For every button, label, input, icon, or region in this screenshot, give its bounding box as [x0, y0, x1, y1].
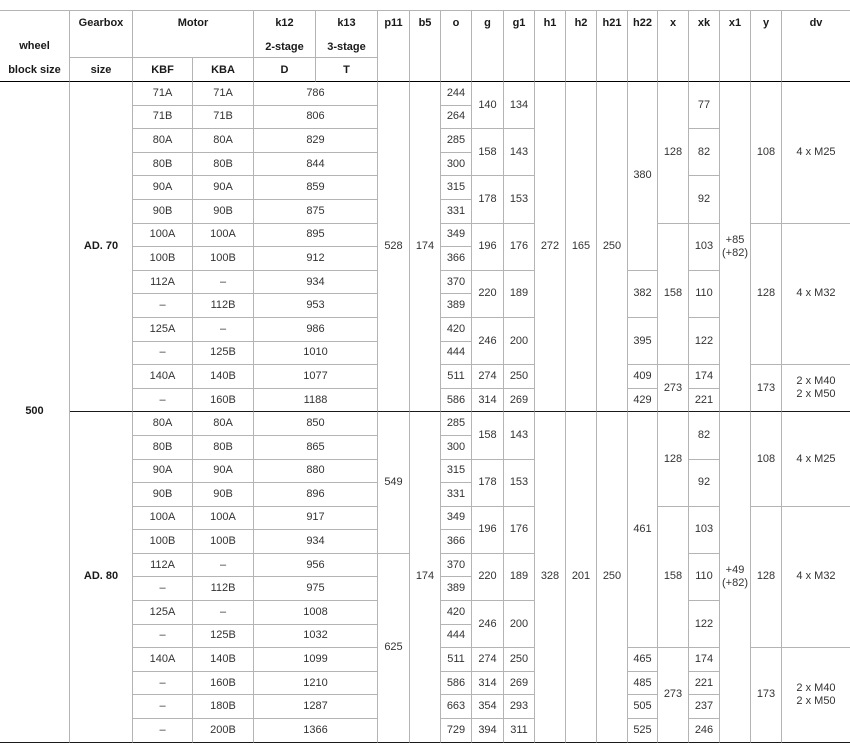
header-h1-label: h1	[543, 17, 557, 29]
cell-k12-k13: 1008	[254, 601, 378, 625]
cell-k12-k13: 912	[254, 247, 378, 271]
cell-kba: 100B	[193, 530, 254, 554]
header-dv-label: dv	[809, 17, 823, 29]
cell-g: 354	[472, 695, 504, 719]
header-xk-label: xk	[697, 17, 711, 29]
cell-g1: 143	[504, 412, 535, 459]
cell-o: 586	[441, 389, 472, 413]
gearbox-size-cell: AD. 70	[70, 82, 133, 412]
cell-k12-k13: 896	[254, 483, 378, 507]
cell-k12-k13: 875	[254, 200, 378, 224]
header-k13	[316, 10, 378, 58]
cell-o: 389	[441, 294, 472, 318]
cell-k12-k13: 1188	[254, 389, 378, 413]
cell-h1: 328	[535, 412, 566, 742]
cell-kbf: 125A	[133, 601, 193, 625]
cell-dv: 2 x M40 2 x M50	[782, 365, 850, 412]
cell-xk: 77	[689, 82, 720, 129]
header-kbf	[133, 58, 193, 82]
cell-xk: 122	[689, 601, 720, 648]
cell-h22: 461	[628, 412, 658, 648]
cell-g: 158	[472, 129, 504, 176]
cell-kba: 140B	[193, 648, 254, 672]
header-xk	[689, 10, 720, 82]
cell-kba: 71A	[193, 82, 254, 106]
cell-xk: 221	[689, 389, 720, 413]
cell-xk: 246	[689, 719, 720, 743]
cell-dv: 2 x M40 2 x M50	[782, 648, 850, 742]
cell-dv: 4 x M25	[782, 82, 850, 224]
cell-g1: 293	[504, 695, 535, 719]
cell-o: 366	[441, 247, 472, 271]
cell-k12-k13: 975	[254, 577, 378, 601]
cell-xk: 174	[689, 648, 720, 672]
header-h22-label: h22	[633, 17, 652, 29]
cell-x1: +49 (+82)	[720, 412, 751, 742]
cell-y: 173	[751, 648, 782, 742]
header-k13-label: k13	[337, 17, 356, 29]
cell-k12-k13: 1032	[254, 625, 378, 649]
header-gearbox-label: Gearbox	[78, 17, 124, 29]
header-motor	[133, 10, 254, 58]
cell-o: 349	[441, 507, 472, 531]
cell-kbf: 71A	[133, 82, 193, 106]
cell-dv: 4 x M32	[782, 507, 850, 649]
cell-xk: 92	[689, 460, 720, 507]
cell-h22: 380	[628, 82, 658, 271]
cell-p11: 625	[378, 554, 410, 743]
cell-g: 196	[472, 507, 504, 554]
cell-o: 331	[441, 483, 472, 507]
cell-xk: 110	[689, 554, 720, 601]
cell-g: 246	[472, 601, 504, 648]
cell-o: 420	[441, 318, 472, 342]
cell-o: 349	[441, 224, 472, 248]
cell-g: 220	[472, 554, 504, 601]
cell-kba: –	[193, 271, 254, 295]
cell-k12-k13: 859	[254, 176, 378, 200]
header-p11-label: p11	[384, 17, 403, 29]
cell-g1: 134	[504, 82, 535, 129]
cell-h22: 485	[628, 672, 658, 696]
cell-o: 444	[441, 625, 472, 649]
cell-o: 511	[441, 365, 472, 389]
cell-kba: –	[193, 601, 254, 625]
cell-p11: 549	[378, 412, 410, 554]
header-h21	[597, 10, 628, 82]
header-b5-label: b5	[418, 17, 432, 29]
cell-o: 663	[441, 695, 472, 719]
cell-h2: 201	[566, 412, 597, 742]
cell-o: 300	[441, 153, 472, 177]
cell-y: 128	[751, 224, 782, 366]
header-k13-stage: 3-stage	[327, 41, 366, 53]
cell-y: 173	[751, 365, 782, 412]
header-h2	[566, 10, 597, 82]
cell-k12-k13: 1077	[254, 365, 378, 389]
cell-o: 285	[441, 412, 472, 436]
cell-kba: –	[193, 318, 254, 342]
cell-k12-k13: 917	[254, 507, 378, 531]
header-k13-code	[316, 58, 378, 82]
cell-xk: 110	[689, 271, 720, 318]
cell-kba: 80A	[193, 129, 254, 153]
cell-kbf: 80B	[133, 436, 193, 460]
cell-kba: 112B	[193, 294, 254, 318]
cell-h22: 382	[628, 271, 658, 318]
cell-g: 246	[472, 318, 504, 365]
wheel-block-size-cell: 500	[0, 82, 70, 743]
cell-kba: 125B	[193, 625, 254, 649]
cell-dv: 4 x M25	[782, 412, 850, 506]
cell-k12-k13: 934	[254, 271, 378, 295]
cell-k12-k13: 1366	[254, 719, 378, 743]
cell-g: 274	[472, 365, 504, 389]
cell-kbf: –	[133, 389, 193, 413]
cell-kbf: –	[133, 294, 193, 318]
cell-x: 158	[658, 507, 689, 649]
cell-g1: 143	[504, 129, 535, 176]
cell-k12-k13: 865	[254, 436, 378, 460]
cell-g1: 200	[504, 318, 535, 365]
cell-o: 366	[441, 530, 472, 554]
cell-y: 108	[751, 412, 782, 506]
cell-k12-k13: 880	[254, 460, 378, 484]
cell-o: 370	[441, 554, 472, 578]
cell-g1: 189	[504, 554, 535, 601]
header-x1-label: x1	[728, 17, 742, 29]
cell-k12-k13: 956	[254, 554, 378, 578]
header-x1	[720, 10, 751, 82]
header-kba	[193, 58, 254, 82]
header-g	[472, 10, 504, 82]
cell-x: 273	[658, 365, 689, 412]
cell-xk: 237	[689, 695, 720, 719]
cell-g: 196	[472, 224, 504, 271]
header-k12-code	[254, 58, 316, 82]
cell-g1: 153	[504, 176, 535, 223]
cell-g: 220	[472, 271, 504, 318]
cell-h22: 465	[628, 648, 658, 672]
cell-g1: 269	[504, 672, 535, 696]
cell-g: 158	[472, 412, 504, 459]
cell-kba: 90B	[193, 483, 254, 507]
cell-o: 300	[441, 436, 472, 460]
cell-k12-k13: 806	[254, 106, 378, 130]
cell-g1: 250	[504, 648, 535, 672]
cell-o: 420	[441, 601, 472, 625]
cell-xk: 92	[689, 176, 720, 223]
cell-g1: 250	[504, 365, 535, 389]
cell-x: 128	[658, 412, 689, 506]
header-motor-label: Motor	[177, 17, 209, 29]
header-gearbox-size	[70, 58, 133, 82]
cell-kba: 100A	[193, 507, 254, 531]
cell-kbf: –	[133, 695, 193, 719]
header-o-label: o	[452, 17, 460, 29]
cell-kba: 200B	[193, 719, 254, 743]
cell-kba: 80B	[193, 153, 254, 177]
cell-kbf: 71B	[133, 106, 193, 130]
cell-g1: 176	[504, 224, 535, 271]
cell-g1: 200	[504, 601, 535, 648]
cell-k12-k13: 829	[254, 129, 378, 153]
cell-k12-k13: 850	[254, 412, 378, 436]
cell-kbf: 100B	[133, 530, 193, 554]
header-b5	[410, 10, 441, 82]
header-g1	[504, 10, 535, 82]
cell-kbf: 100A	[133, 224, 193, 248]
cell-kbf: 80A	[133, 412, 193, 436]
cell-k12-k13: 1099	[254, 648, 378, 672]
cell-h22: 505	[628, 695, 658, 719]
cell-g1: 153	[504, 460, 535, 507]
header-x	[658, 10, 689, 82]
header-h1	[535, 10, 566, 82]
header-k12-label: k12	[275, 17, 294, 29]
header-x-label: x	[669, 17, 677, 29]
header-wheel-label: wheel	[19, 40, 50, 52]
cell-kbf: 90B	[133, 200, 193, 224]
header-h21-label: h21	[602, 17, 622, 29]
cell-h22: 429	[628, 389, 658, 413]
cell-o: 444	[441, 342, 472, 366]
cell-kba: 71B	[193, 106, 254, 130]
cell-xk: 103	[689, 507, 720, 554]
cell-k12-k13: 786	[254, 82, 378, 106]
cell-o: 315	[441, 176, 472, 200]
cell-kbf: 80A	[133, 129, 193, 153]
header-y	[751, 10, 782, 82]
cell-y: 108	[751, 82, 782, 224]
cell-k12-k13: 844	[254, 153, 378, 177]
cell-g1: 189	[504, 271, 535, 318]
cell-h22: 409	[628, 365, 658, 389]
cell-o: 264	[441, 106, 472, 130]
cell-kbf: 100A	[133, 507, 193, 531]
cell-kba: 140B	[193, 365, 254, 389]
cell-kba: 160B	[193, 672, 254, 696]
header-gearbox	[70, 10, 133, 58]
header-k13-code-label: T	[343, 64, 350, 76]
cell-kbf: 100B	[133, 247, 193, 271]
cell-g: 314	[472, 389, 504, 413]
header-o	[441, 10, 472, 82]
dimension-table	[0, 10, 850, 743]
cell-xk: 174	[689, 365, 720, 389]
cell-h22: 395	[628, 318, 658, 365]
cell-g: 178	[472, 460, 504, 507]
cell-kba: 112B	[193, 577, 254, 601]
header-k12	[254, 10, 316, 58]
cell-o: 244	[441, 82, 472, 106]
cell-kbf: –	[133, 342, 193, 366]
cell-k12-k13: 934	[254, 530, 378, 554]
cell-h21: 250	[597, 82, 628, 412]
cell-kbf: –	[133, 672, 193, 696]
cell-kba: 160B	[193, 389, 254, 413]
header-kbf-label: KBF	[151, 64, 174, 76]
header-k12-code-label: D	[280, 64, 289, 76]
cell-kbf: –	[133, 577, 193, 601]
header-p11	[378, 10, 410, 82]
cell-g: 140	[472, 82, 504, 129]
cell-o: 586	[441, 672, 472, 696]
cell-dv: 4 x M32	[782, 224, 850, 366]
header-block-size-label: block size	[8, 64, 61, 76]
cell-k12-k13: 1210	[254, 672, 378, 696]
header-g1-label: g1	[512, 17, 526, 29]
cell-b5: 174	[410, 412, 441, 742]
cell-g: 178	[472, 176, 504, 223]
header-g-label: g	[484, 17, 491, 29]
cell-h2: 165	[566, 82, 597, 412]
cell-h21: 250	[597, 412, 628, 742]
gearbox-size-cell: AD. 80	[70, 412, 133, 742]
cell-o: 285	[441, 129, 472, 153]
header-gearbox-size-label: size	[90, 64, 112, 76]
cell-kbf: 140A	[133, 648, 193, 672]
cell-k12-k13: 895	[254, 224, 378, 248]
cell-k12-k13: 1010	[254, 342, 378, 366]
cell-x1: +85 (+82)	[720, 82, 751, 412]
cell-g: 314	[472, 672, 504, 696]
cell-h22: 525	[628, 719, 658, 743]
cell-kbf: 140A	[133, 365, 193, 389]
cell-o: 331	[441, 200, 472, 224]
header-y-label: y	[762, 17, 770, 29]
cell-xk: 82	[689, 129, 720, 176]
cell-o: 370	[441, 271, 472, 295]
cell-g1: 176	[504, 507, 535, 554]
cell-o: 389	[441, 577, 472, 601]
cell-g1: 311	[504, 719, 535, 743]
cell-kbf: 80B	[133, 153, 193, 177]
cell-kbf: 90B	[133, 483, 193, 507]
cell-kbf: 90A	[133, 460, 193, 484]
cell-kbf: 112A	[133, 271, 193, 295]
cell-k12-k13: 953	[254, 294, 378, 318]
cell-kbf: 125A	[133, 318, 193, 342]
cell-p11: 528	[378, 82, 410, 412]
header-wheel-block-size	[0, 10, 70, 82]
header-kba-label: KBA	[211, 64, 235, 76]
header-dv	[782, 10, 850, 82]
cell-o: 315	[441, 460, 472, 484]
cell-h1: 272	[535, 82, 566, 412]
cell-g: 274	[472, 648, 504, 672]
cell-x: 273	[658, 648, 689, 742]
cell-kbf: 90A	[133, 176, 193, 200]
cell-g1: 269	[504, 389, 535, 413]
cell-kbf: –	[133, 719, 193, 743]
cell-xk: 221	[689, 672, 720, 696]
cell-xk: 82	[689, 412, 720, 459]
cell-kbf: 112A	[133, 554, 193, 578]
cell-kba: 90B	[193, 200, 254, 224]
cell-kba: 125B	[193, 342, 254, 366]
cell-k12-k13: 1287	[254, 695, 378, 719]
cell-kba: 180B	[193, 695, 254, 719]
cell-kba: 100B	[193, 247, 254, 271]
cell-o: 729	[441, 719, 472, 743]
header-k12-stage: 2-stage	[265, 41, 304, 53]
cell-k12-k13: 986	[254, 318, 378, 342]
cell-kba: 80B	[193, 436, 254, 460]
cell-xk: 103	[689, 224, 720, 271]
cell-y: 128	[751, 507, 782, 649]
cell-x: 158	[658, 224, 689, 366]
cell-kba: –	[193, 554, 254, 578]
cell-kba: 90A	[193, 460, 254, 484]
cell-kba: 80A	[193, 412, 254, 436]
cell-o: 511	[441, 648, 472, 672]
cell-x: 128	[658, 82, 689, 224]
header-h22	[628, 10, 658, 82]
cell-g: 394	[472, 719, 504, 743]
cell-xk: 122	[689, 318, 720, 365]
cell-kbf: –	[133, 625, 193, 649]
header-h2-label: h2	[574, 17, 588, 29]
cell-kba: 90A	[193, 176, 254, 200]
cell-kba: 100A	[193, 224, 254, 248]
cell-b5: 174	[410, 82, 441, 412]
